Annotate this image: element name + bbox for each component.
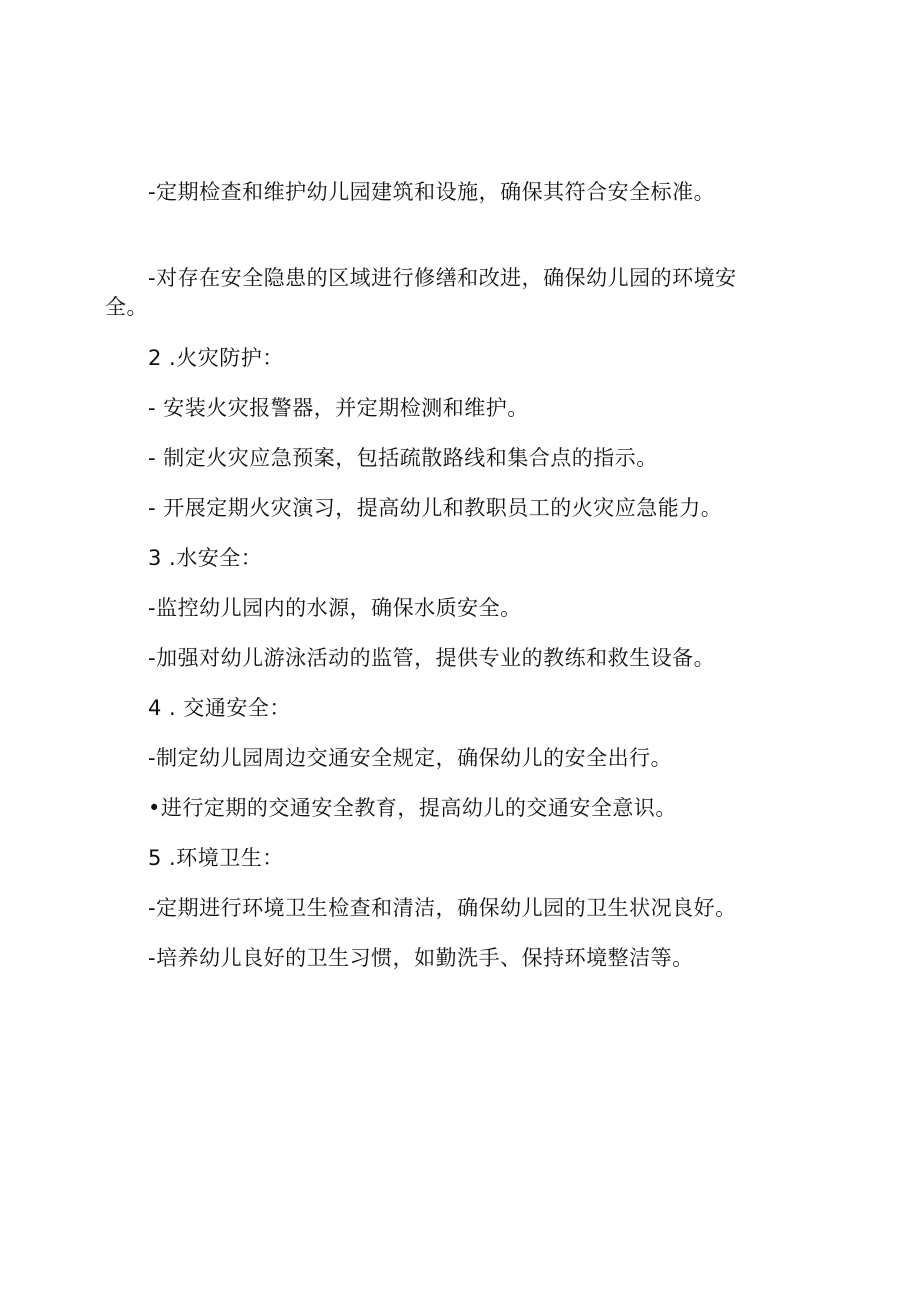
- text-line-hazard-repair-continued: 全。: [105, 295, 148, 319]
- section-heading-water-safety: 3 .水安全：: [148, 546, 263, 570]
- text-line-water-monitoring: -监控幼儿园内的水源，确保水质安全。: [148, 596, 522, 620]
- section-heading-fire-protection: 2 .火灾防护：: [148, 346, 284, 370]
- text-line-building-inspection: -定期检查和维护幼儿园建筑和设施，确保其符合安全标准。: [148, 180, 716, 204]
- section-heading-environmental-hygiene: 5 .环境卫生：: [148, 846, 284, 870]
- text-line-swimming-supervision: -加强对幼儿游泳活动的监管，提供专业的教练和救生设备。: [148, 646, 716, 670]
- text-line-fire-alarm: - 安装火灾报警器，并定期检测和维护。: [148, 396, 529, 420]
- text-line-hygiene-inspection: -定期进行环境卫生检查和清洁，确保幼儿园的卫生状况良好。: [148, 896, 737, 920]
- text-line-fire-drill: - 开展定期火灾演习，提高幼儿和教职员工的火灾应急能力。: [148, 496, 723, 520]
- text-line-fire-plan: - 制定火灾应急预案，包括疏散路线和集合点的指示。: [148, 446, 658, 470]
- text-line-traffic-rules: -制定幼儿园周边交通安全规定，确保幼儿的安全出行。: [148, 746, 673, 770]
- text-line-traffic-education: •进行定期的交通安全教育，提高幼儿的交通安全意识。: [148, 796, 677, 820]
- text-line-hazard-repair: -对存在安全隐患的区域进行修缮和改进，确保幼儿园的环境安: [148, 266, 737, 290]
- section-heading-traffic-safety: 4 . 交通安全：: [148, 696, 291, 720]
- text-line-hygiene-habits: -培养幼儿良好的卫生习惯，如勤洗手、保持环境整洁等。: [148, 946, 694, 970]
